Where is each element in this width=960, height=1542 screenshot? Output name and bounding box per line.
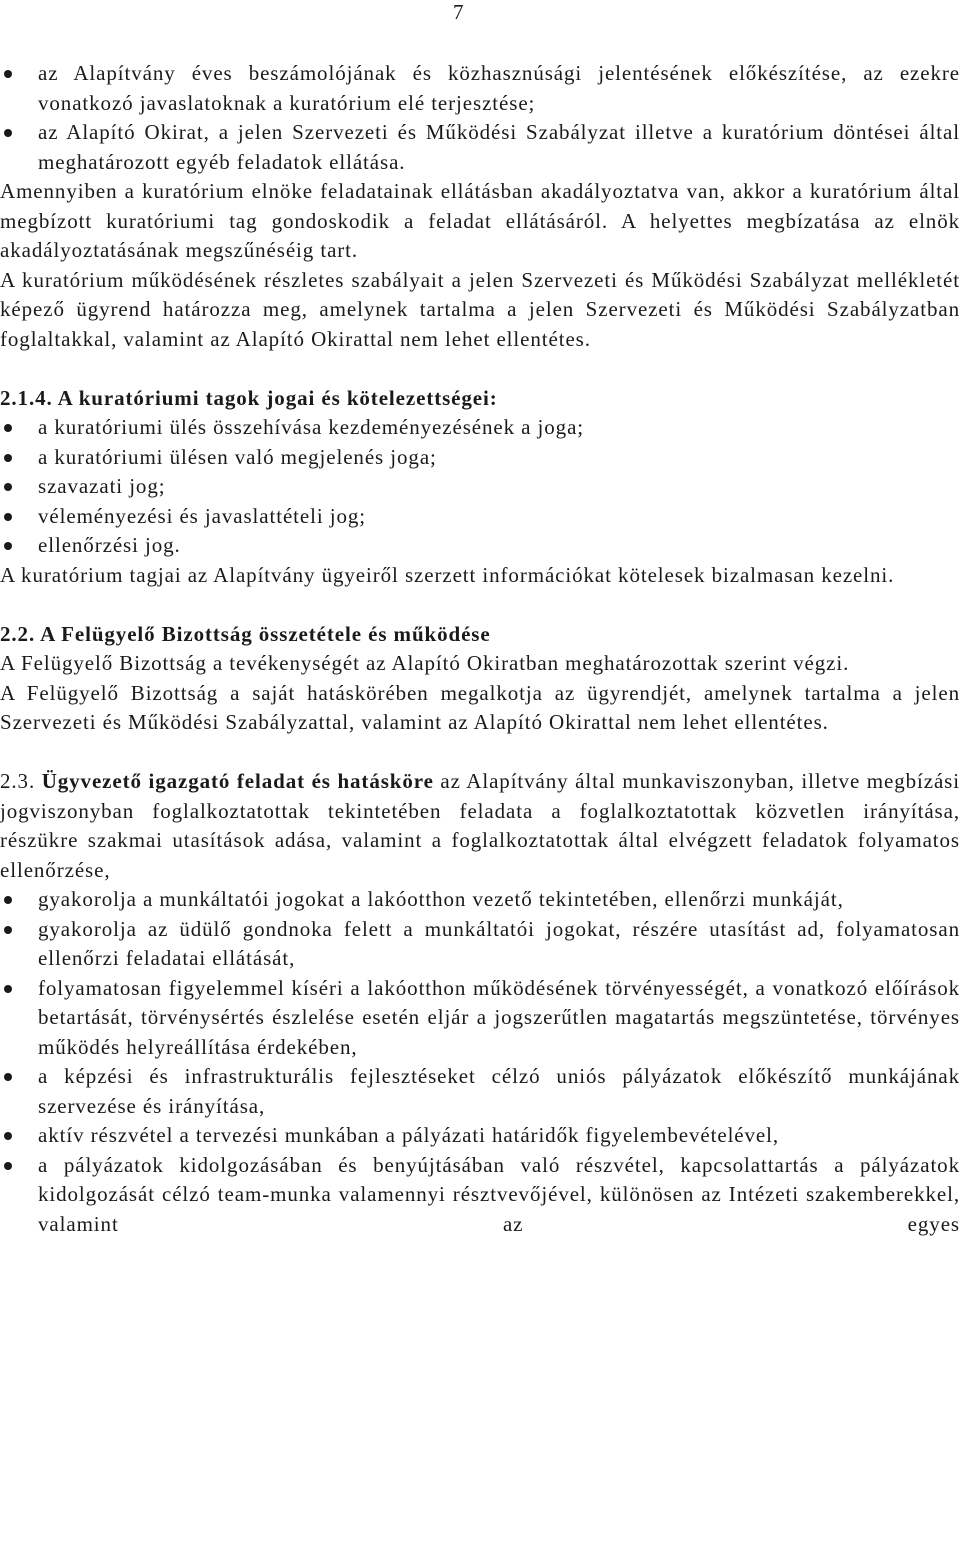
intro-bullet-list [0, 59, 960, 177]
list-item [0, 531, 960, 561]
section-heading-2-1-4 [0, 384, 960, 414]
heading-text: Ügyvezető igazgató feladat és hatásköre [41, 769, 434, 793]
bullet-icon [4, 985, 12, 993]
section-number: 2.3. [0, 769, 36, 793]
bullet-icon [4, 542, 12, 550]
list-item-text: a kuratóriumi ülés összehívása kezdeményezésének a joga; [38, 415, 585, 439]
bullet-icon [4, 1132, 12, 1140]
list-item-text: az Alapítvány éves beszámolójának és közhasznúsági jelentésének előkészítése, az ezekre vonatkozó javaslatoknak a kuratórium elé terjesztése; [38, 61, 960, 115]
bullet-icon [4, 483, 12, 491]
bullet-icon [4, 129, 12, 137]
paragraph-supervisory-1: A Felügyelő Bizottság a tevékenységét az Alapító Okiratban meghatározottak szerint végzi. [0, 651, 850, 675]
heading-text: 2.2. A Felügyelő Bizottság összetétele és működése [0, 621, 491, 646]
bullet-icon [4, 454, 12, 462]
section-heading-2-2 [0, 620, 960, 650]
list-item [0, 502, 960, 532]
list-item [0, 885, 960, 915]
bullet-icon [4, 896, 12, 904]
list-item-text: ellenőrzési jog. [38, 533, 181, 557]
list-item-text: az Alapító Okirat, a jelen Szervezeti és Működési Szabályzat illetve a kuratórium döntései által meghatározott egyéb feladatok ellátása. [38, 120, 960, 174]
bullet-icon [4, 1073, 12, 1081]
bullet-icon [4, 513, 12, 521]
section-text: az Alapítvány által munkaviszonyban, illetve megbízási jogviszonyban foglalkoztatottak tekintetében feladata a foglalkoztatottak közvetlen irányítása, részükre szakmai utasítások adása, valamint a foglalkoztatottak által elvégzett feladatok folyamatos ellenőrzése, [0, 769, 960, 882]
page-number: 7 [453, 0, 464, 24]
section-2-3-intro [0, 767, 960, 885]
rights-bullet-list [0, 413, 960, 561]
list-item [0, 118, 960, 177]
list-item [0, 413, 960, 443]
list-item-text: a pályázatok kidolgozásában és benyújtásában való részvétel, kapcsolattartás a pályázatok kidolgozását célzó team-munka valamennyi résztvevőjével, különösen az Intézeti szakemberekkel, valamint az egyes [38, 1152, 960, 1236]
paragraph-confidentiality: A kuratórium tagjai az Alapítvány ügyeiről szerzett információkat kötelesek bizalmasan kezelni. [0, 562, 895, 587]
bullet-icon [4, 424, 12, 432]
paragraph-deputy: Amennyiben a kuratórium elnöke feladatainak ellátásban akadályoztatva van, akkor a kuratórium által megbízott kuratóriumi tag gondoskodik a feladat ellátásáról. A helyettes megbízatása az elnök akadályoztatásának megszűnéséig tart. [0, 179, 960, 262]
list-item-text: aktív részvétel a tervezési munkában a pályázati határidők figyelembevételével, [38, 1123, 780, 1147]
page-content [0, 59, 960, 1239]
list-item [0, 1151, 960, 1240]
heading-text: 2.1.4. A kuratóriumi tagok jogai és kötelezettségei: [0, 385, 498, 410]
list-item [0, 59, 960, 118]
spacer [0, 590, 960, 620]
list-item [0, 1121, 960, 1151]
list-item-text: a kuratóriumi ülésen való megjelenés joga; [38, 444, 437, 469]
list-item-text: a képzési és infrastrukturális fejlesztéseket célzó uniós pályázatok előkészítő munkájának szervezése és irányítása, [38, 1064, 960, 1118]
director-duties-list [0, 885, 960, 1239]
bullet-icon [4, 70, 12, 78]
list-item [0, 443, 960, 473]
list-item [0, 472, 960, 502]
bullet-icon [4, 1162, 12, 1170]
paragraph-supervisory-2: A Felügyelő Bizottság a saját hatáskörében megalkotja az ügyrendjét, amelynek tartalma a jelen Szervezeti és Működési Szabályzattal, valamint az Alapító Okirattal nem lehet ellentétes. [0, 680, 960, 734]
spacer [0, 354, 960, 384]
paragraph-rules: A kuratórium működésének részletes szabályait a jelen Szervezeti és Működési Szabályzat mellékletét képező ügyrend határozza meg, amelynek tartalma a jelen Szervezeti és Működési Szabályzatban foglaltakkal, valamint az Alapító Okirattal nem lehet ellentétes. [0, 267, 960, 351]
list-item-text: véleményezési és javaslattételi jog; [38, 503, 367, 528]
list-item-text: szavazati jog; [38, 474, 166, 498]
list-item [0, 915, 960, 974]
list-item-text: gyakorolja az üdülő gondnoka felett a munkáltatói jogokat, részére utasítást ad, folyamatosan ellenőrzi feladatai ellátását, [38, 916, 960, 970]
list-item-text: gyakorolja a munkáltatói jogokat a lakóotthon vezető tekintetében, ellenőrzi munkáját, [38, 887, 844, 911]
list-item-text: folyamatosan figyelemmel kíséri a lakóotthon működésének törvényességét, a vonatkozó előírások betartását, törvénysértés észlelése esetén eljár a jogszerűtlen magatartás megszüntetése, törvényes működés helyreállítása érdekében, [38, 975, 960, 1059]
list-item [0, 1062, 960, 1121]
spacer [0, 738, 960, 768]
bullet-icon [4, 926, 12, 934]
list-item [0, 974, 960, 1063]
